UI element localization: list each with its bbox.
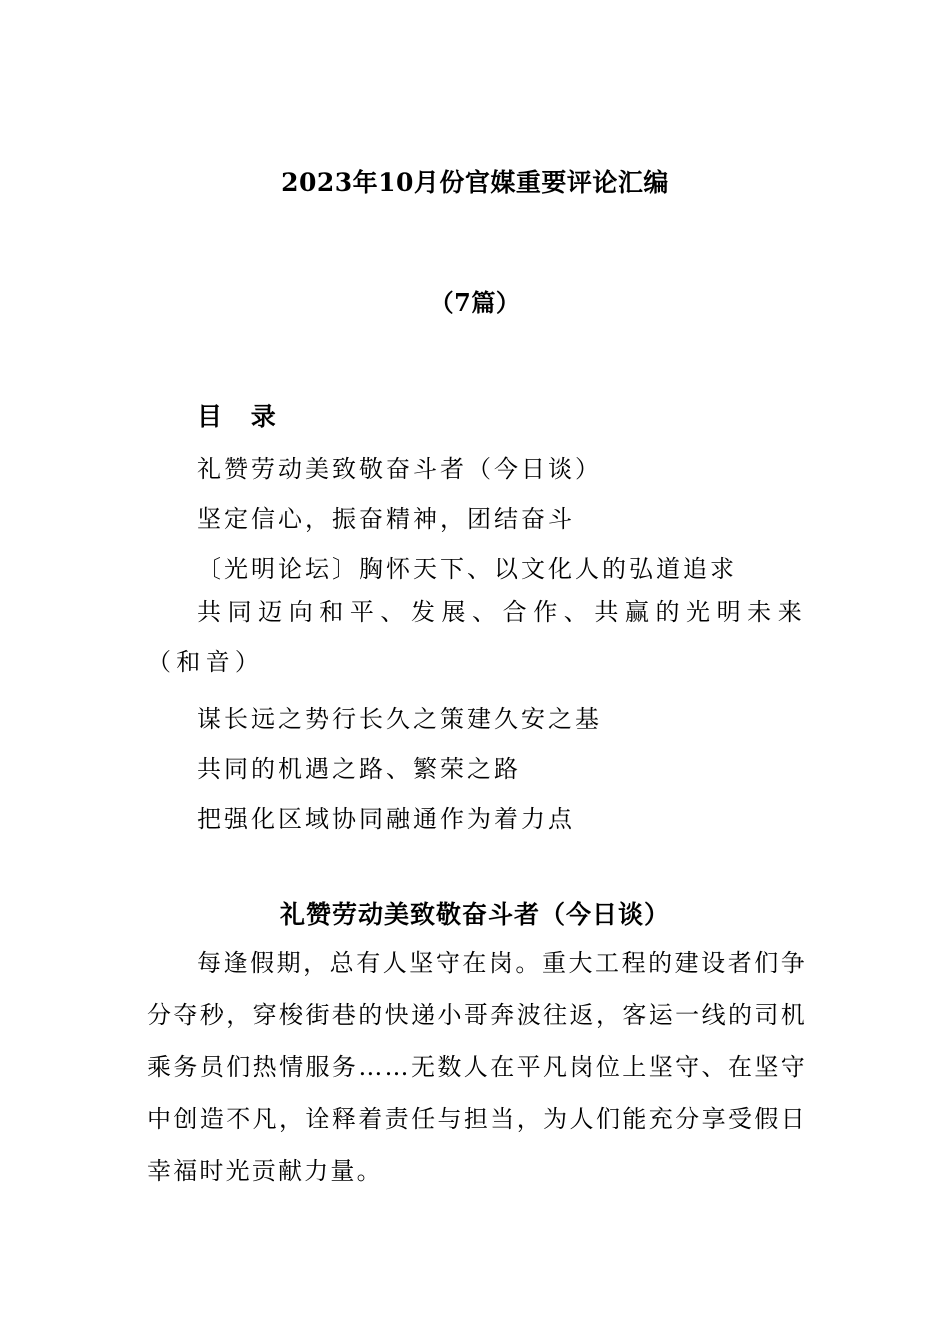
toc-item[interactable]: 共同迈向和平、发展、合作、共赢的光明未来（和音） (147, 598, 807, 676)
toc-item[interactable]: 〔光明论坛〕胸怀天下、以文化人的弘道追求 (197, 555, 737, 583)
toc-heading: 目 录 (197, 402, 286, 431)
article-title: 礼赞劳动美致敬奋斗者（今日谈） (279, 900, 670, 929)
toc-item[interactable]: 礼赞劳动美致敬奋斗者（今日谈） (197, 455, 602, 483)
toc-item[interactable]: 把强化区域协同融通作为着力点 (197, 805, 575, 833)
toc-item[interactable]: 共同的机遇之路、繁荣之路 (197, 755, 521, 783)
toc-item[interactable]: 谋长远之势行长久之策建久安之基 (197, 705, 602, 733)
article-paragraph: 每逢假期，总有人坚守在岗。重大工程的建设者们争分夺秒，穿梭街巷的快递小哥奔波往返，客运一线的司机乘务员们热情服务……无数人在平凡岗位上坚守、在坚守中创造不凡，诠释着责任与担当，为人们能充分享受假日幸福时光贡献力量。 (147, 949, 807, 1185)
document-title: 2023年10月份官媒重要评论汇编 (281, 168, 669, 197)
toc-item[interactable]: 坚定信心，振奋精神，团结奋斗 (197, 505, 575, 533)
article-count: （7篇） (429, 288, 521, 317)
